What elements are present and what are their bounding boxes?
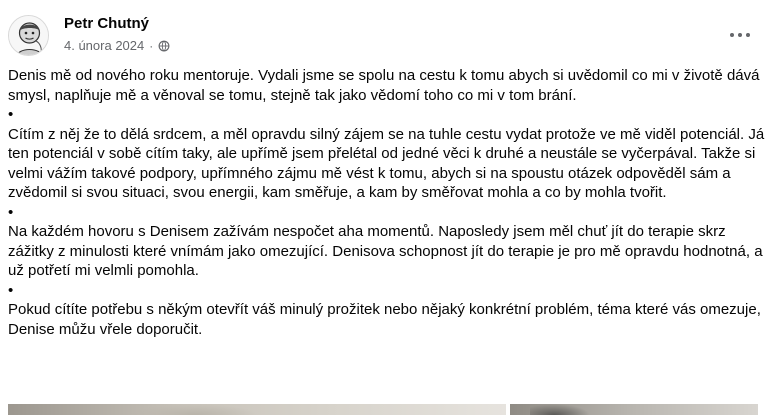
post-options-button[interactable] xyxy=(722,17,758,53)
author-avatar[interactable] xyxy=(8,15,49,56)
author-name[interactable]: Petr Chutný xyxy=(64,15,150,32)
post-paragraph-3: Na každém hovoru s Denisem zažívám nespočet aha momentů. Naposledy jsem měl chuť jít do terapie skrz zážitky z minulosti které vnímám jako omezující. Denisova schopnost jít do terapie je pro mě opravdu hodnotná, a už potřetí mi velmli pomohla. xyxy=(8,223,767,279)
post-message xyxy=(8,66,768,339)
post-media-strip xyxy=(8,404,758,415)
globe-icon[interactable] xyxy=(158,40,170,52)
paragraph-separator-bullet: • xyxy=(8,281,14,299)
avatar-portrait-icon xyxy=(9,16,49,56)
post-photo-secondary[interactable] xyxy=(510,404,758,415)
post-photo-main[interactable] xyxy=(8,404,506,415)
paragraph-separator-bullet: • xyxy=(8,106,14,123)
post-paragraph-1: Denis mě od nového roku mentoruje. Vydali jsme se spolu na cestu k tomu abych si uvědomil co mi v životě dává smysl, naplňuje mě a věnoval se tomu, stejně tak jako vědomí toho co mi v tom brání. xyxy=(8,67,764,104)
post-paragraph-4: Pokud cítíte potřebu s někým otevřít váš minulý prožitek nebo nějaký konkrétní problém, téma které vás omezuje, Denise můžu vřele doporučit. xyxy=(8,301,766,338)
more-horizontal-icon xyxy=(730,32,750,38)
paragraph-separator-bullet: • xyxy=(8,203,14,221)
post-paragraph-2: Cítím z něj že to dělá srdcem, a měl opravdu silný zájem se na tuhle cestu vydat protože ve mě viděl potenciál. Já ten potenciál v sobě cítím taky, ale upřímě jsem přelétal od jedné věci k druhé a neustále se vyčerpával. Takže si velmi vážím takové podpory, upřímného zájmu mě vést k tomu, abych si na spoustu otázek odpověděl sám a zvědomil si svou situaci, svou energii, kam směřuje, a kam by směřovat mohla a co by mohla tvořit. xyxy=(8,125,768,201)
meta-separator: · xyxy=(149,39,154,53)
post-header xyxy=(8,13,758,57)
post-date[interactable]: 4. února 2024 xyxy=(64,38,145,53)
post-meta xyxy=(64,38,170,54)
